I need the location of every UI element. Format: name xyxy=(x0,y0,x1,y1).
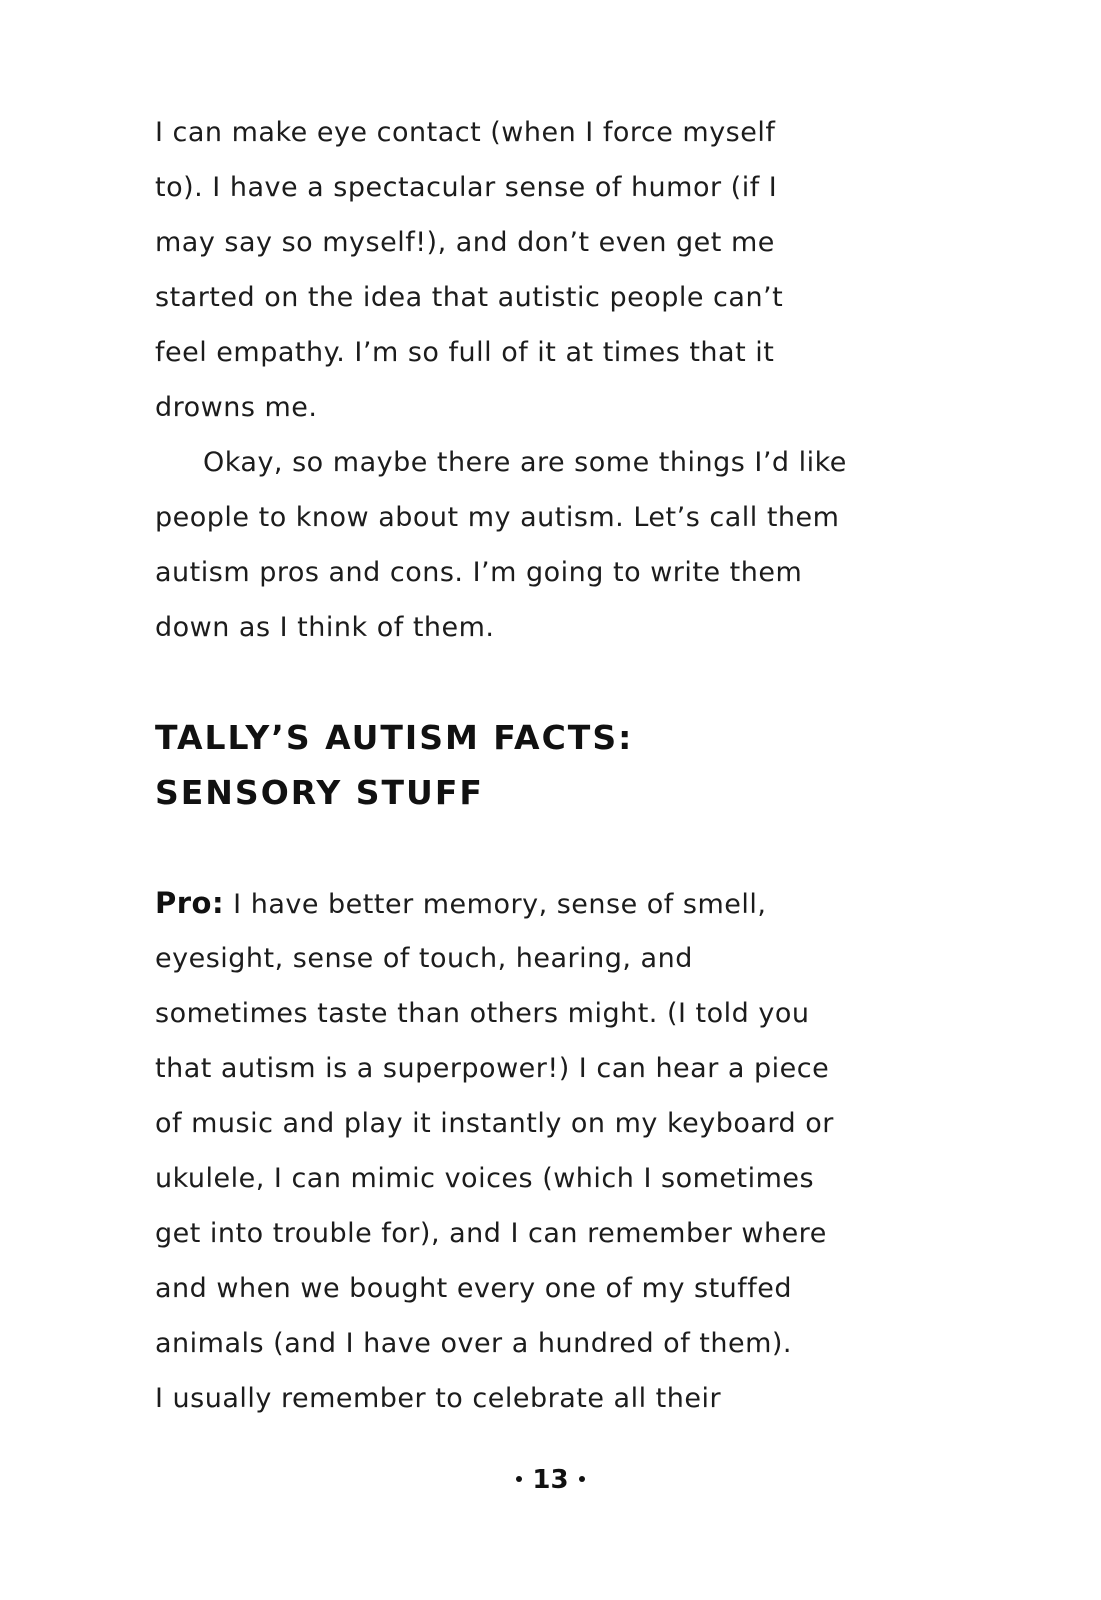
heading-line-1: TALLY’S AUTISM FACTS: xyxy=(155,718,634,757)
bullet-dot-icon xyxy=(516,1476,522,1482)
page-number: 13 xyxy=(532,1465,569,1495)
paragraph-pros-and-cons xyxy=(155,435,955,655)
section-heading xyxy=(155,710,633,820)
paragraph-pro xyxy=(155,876,955,1426)
text-line: Okay, so maybe there are some things I’d like xyxy=(203,447,847,478)
text-line: autism pros and cons. I’m going to write them xyxy=(155,557,803,588)
text-line: ukulele, I can mimic voices (which I sometimes xyxy=(155,1163,815,1194)
text-line: animals (and I have over a hundred of them). xyxy=(155,1328,793,1359)
text-line: and when we bought every one of my stuffed xyxy=(155,1273,793,1304)
text-line: get into trouble for), and I can remember where xyxy=(155,1218,827,1249)
text-line: started on the idea that autistic people can’t xyxy=(155,282,784,313)
text-line: people to know about my autism. Let’s call them xyxy=(155,502,840,533)
text-line: feel empathy. I’m so full of it at times that it xyxy=(155,337,775,368)
text-line: sometimes taste than others might. (I told you xyxy=(155,998,810,1029)
bullet-dot-icon xyxy=(579,1476,585,1482)
text-line: to). I have a spectacular sense of humor (if I xyxy=(155,172,778,203)
text-line: I usually remember to celebrate all their xyxy=(155,1383,722,1414)
text-line: may say so myself!), and don’t even get me xyxy=(155,227,775,258)
heading-line-2: SENSORY STUFF xyxy=(155,773,484,812)
page-number-footer xyxy=(0,1462,1101,1498)
pro-label: Pro: xyxy=(155,886,225,920)
text-line: of music and play it instantly on my keyboard or xyxy=(155,1108,834,1139)
pro-first-line-text: I have better memory, sense of smell, xyxy=(224,889,767,920)
text-line: eyesight, sense of touch, hearing, and xyxy=(155,943,693,974)
text-line: down as I think of them. xyxy=(155,612,495,643)
text-line xyxy=(155,876,955,931)
text-line: drowns me. xyxy=(155,392,318,423)
text-line: that autism is a superpower!) I can hear a piece xyxy=(155,1053,830,1084)
text-line: I can make eye contact (when I force myself xyxy=(155,117,776,148)
paragraph-empathy xyxy=(155,105,955,435)
